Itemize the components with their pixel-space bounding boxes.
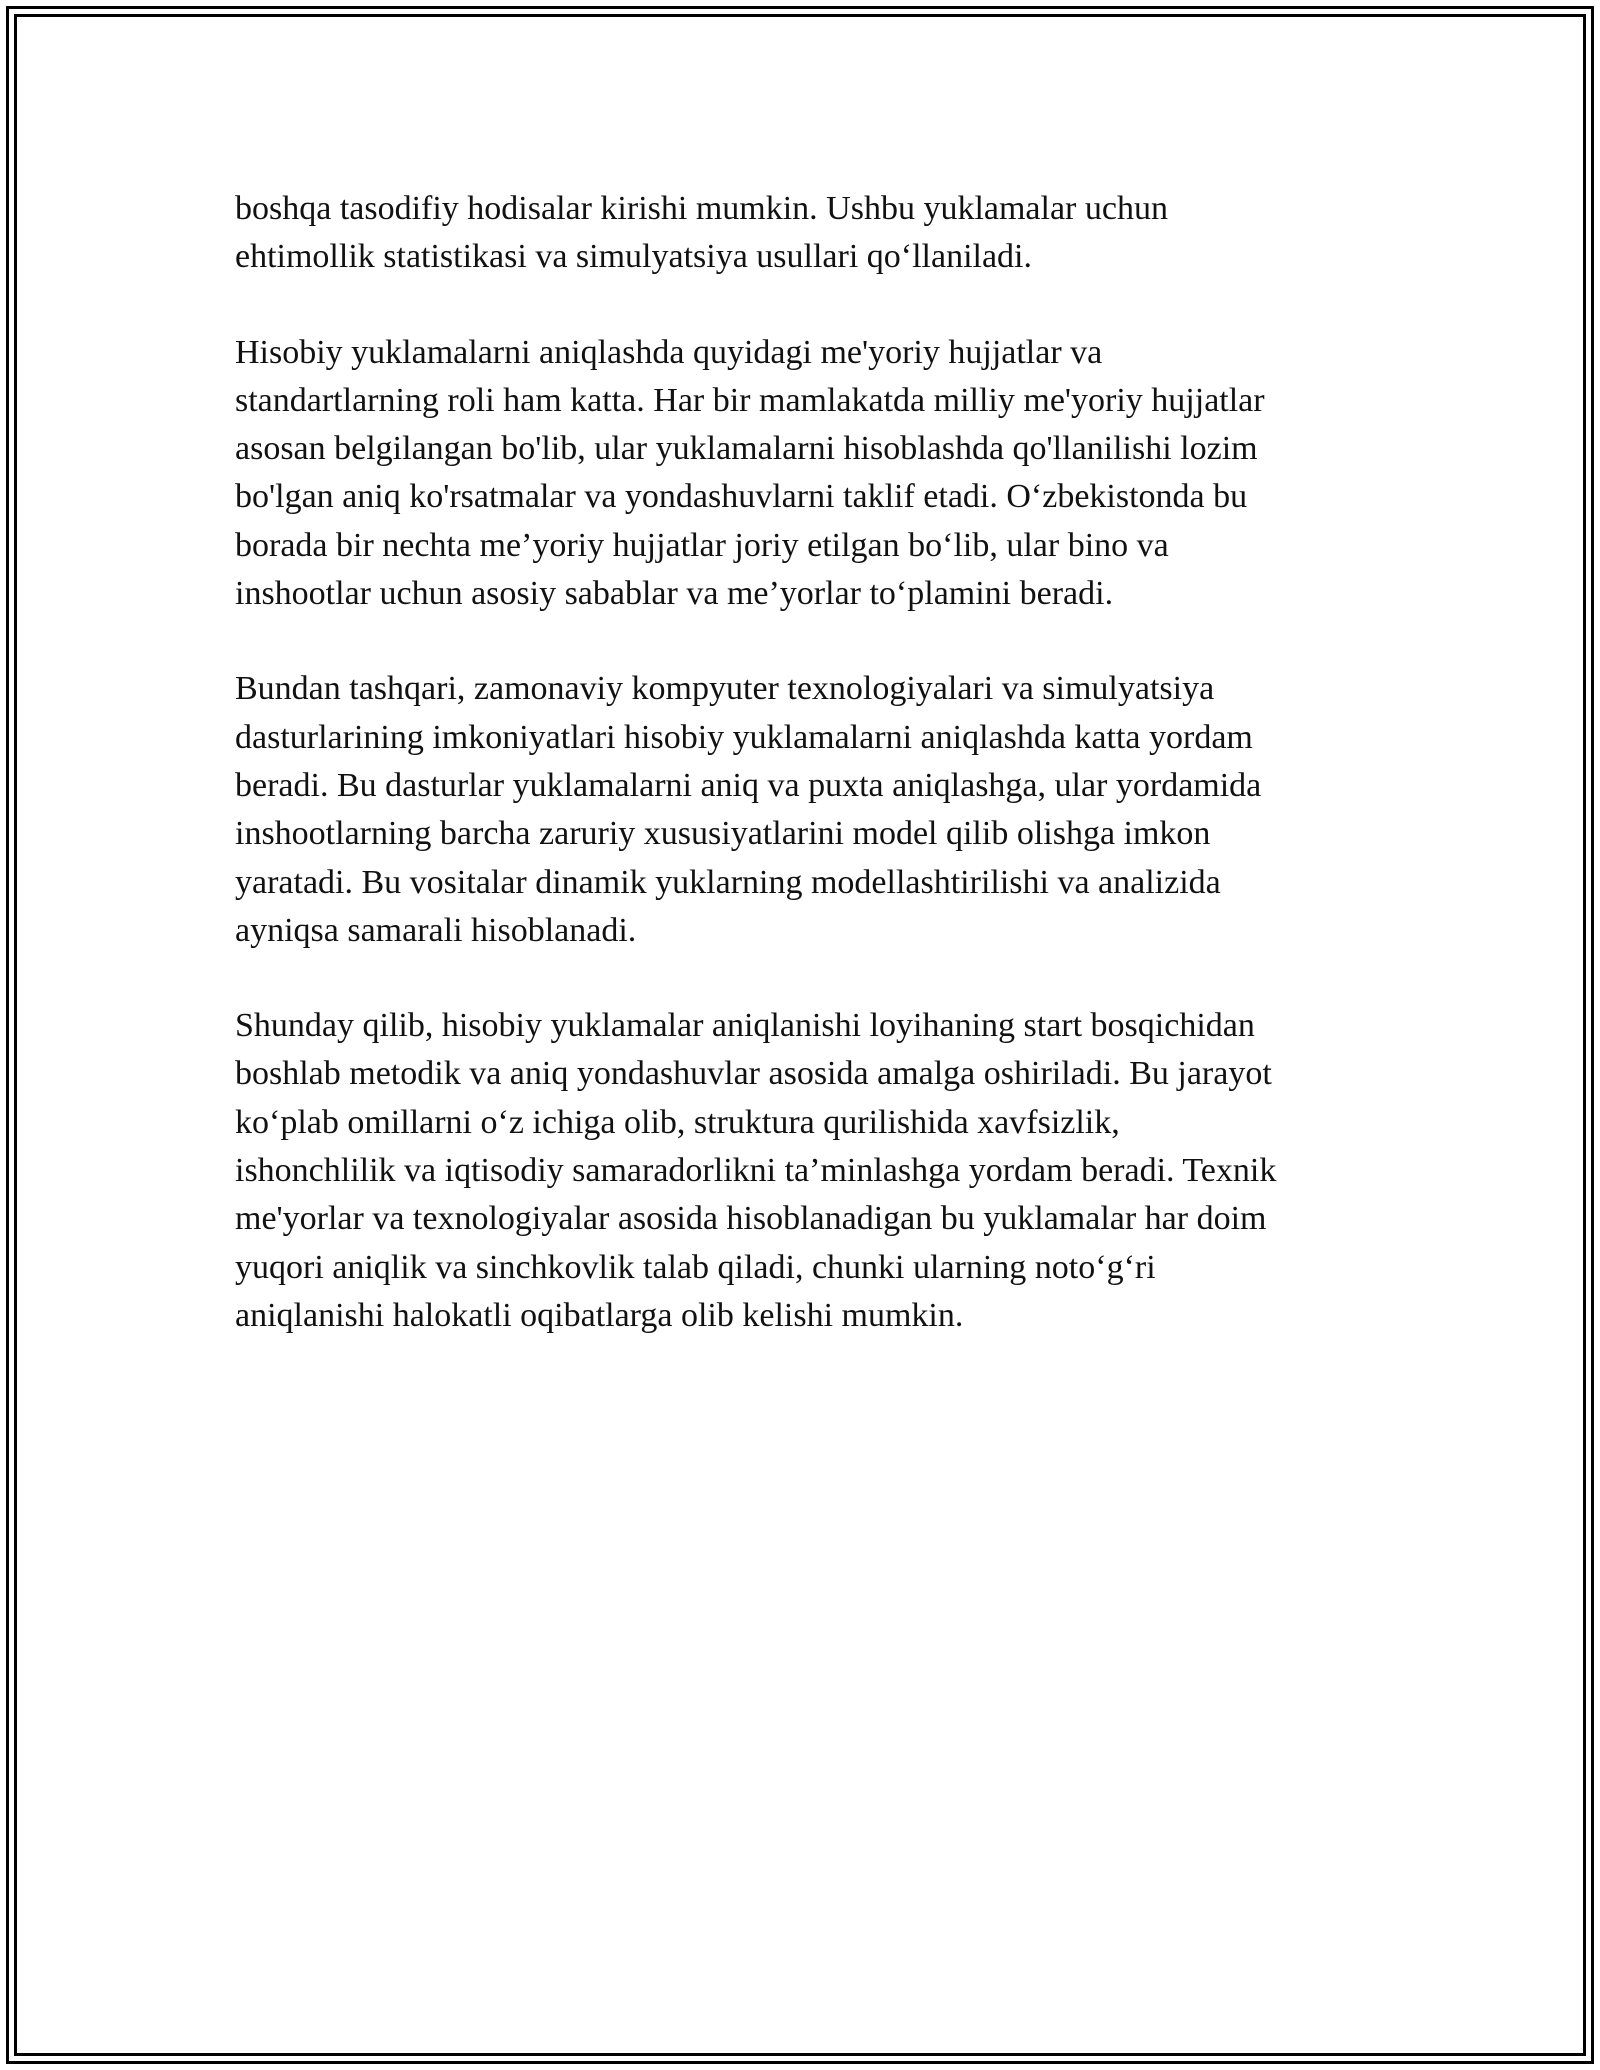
paragraph-1: boshqa tasodifiy hodisalar kirishi mumkin. Ushbu yuklamalar uchun ehtimollik statistikasi va simulyatsiya usullari qo‘llaniladi. — [235, 190, 1168, 276]
document-body — [235, 185, 1365, 1340]
paragraph-2: Hisobiy yuklamalarni aniqlashda quyidagi me'yoriy hujjatlar va standartlarning roli ham katta. Har bir mamlakatda milliy me'yoriy hujjatlar asosan belgilangan bo'lib, ular yuklamalarni hisoblashda qo'llanilishi lozim bo'lgan aniq ko'rsatmalar va yondashuvlarni taklif etadi. O‘zbekistonda bu borada bir nechta me’yoriy hujjatlar joriy etilgan bo‘lib, ular bino va inshootlar uchun asosiy sabablar va me’yorlar to‘plamini beradi. — [235, 333, 1265, 613]
paragraph-4: Shunday qilib, hisobiy yuklamalar aniqlanishi loyihaning start bosqichidan boshlab metodik va aniq yondashuvlar asosida amalga oshiriladi. Bu jarayot ko‘plab omillarni o‘z ichiga olib, struktura qurilishida xavfsizlik, ishonchlilik va iqtisodiy samaradorlikni ta’minlashga yordam beradi. Texnik me'yorlar va texnologiyalar asosida hisoblanadigan bu yuklamalar har doim yuqori aniqlik va sinchkovlik talab qiladi, chunki ularning noto‘g‘ri aniqlanishi halokatli oqibatlarga olib kelishi mumkin. — [235, 1007, 1277, 1334]
paragraph-3: Bundan tashqari, zamonaviy kompyuter texnologiyalari va simulyatsiya dasturlarining imkoniyatlari hisobiy yuklamalarni aniqlashda katta yordam beradi. Bu dasturlar yuklamalarni aniq va puxta aniqlashga, ular yordamida inshootlarning barcha zaruriy xususiyatlarini model qilib olishga imkon yaratadi. Bu vositalar dinamik yuklarning modellashtirilishi va analizida ayniqsa samarali hisoblanadi. — [235, 670, 1262, 949]
